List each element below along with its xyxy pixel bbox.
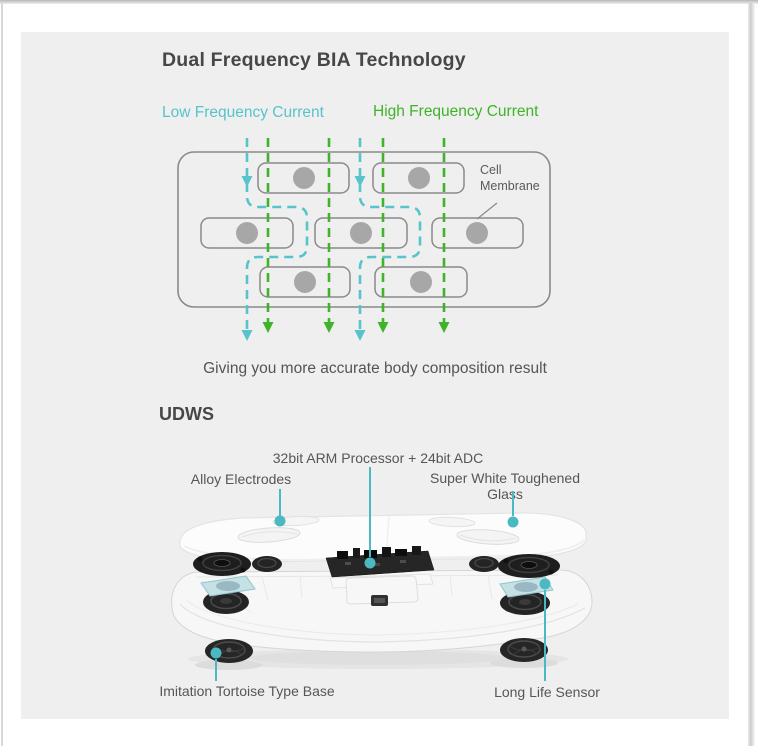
scale-foot-right: [500, 638, 548, 662]
cell-nucleus: [293, 167, 315, 189]
cell-nucleus: [294, 271, 316, 293]
window-left-border: [1, 3, 3, 746]
label-electrodes: Alloy Electrodes: [190, 471, 292, 487]
cell-membrane-label: Cell Membrane: [480, 163, 540, 194]
callout-electrodes: [275, 489, 286, 527]
bia-diagram: [140, 126, 610, 350]
cell-nucleus: [466, 222, 488, 244]
cell-nucleus: [236, 222, 258, 244]
section-title-udws: UDWS: [159, 404, 214, 424]
label-base: Imitation Tortoise Type Base: [159, 683, 335, 699]
label-sensor: Long Life Sensor: [494, 684, 600, 700]
low-frequency-arrowheads: [242, 176, 366, 341]
section-title-bia: Dual Frequency BIA Technology: [162, 49, 466, 71]
label-glass: Super White Toughened Glass: [430, 470, 580, 502]
window-top-border: [0, 0, 758, 4]
membrane-pointer-line: [477, 203, 497, 219]
scale-exploded-diagram: [145, 445, 625, 690]
cell-nucleus: [408, 167, 430, 189]
cell-nucleus: [350, 222, 372, 244]
cell-nucleus: [410, 271, 432, 293]
bia-caption: Giving you more accurate body composition result: [203, 360, 547, 377]
window-right-scrollbar-shadow: [748, 3, 755, 746]
label-processor: 32bit ARM Processor + 24bit ADC: [272, 450, 484, 466]
legend-high-frequency: High Frequency Current: [373, 103, 539, 120]
callout-glass: [508, 491, 519, 528]
legend-low-frequency: Low Frequency Current: [162, 104, 324, 121]
